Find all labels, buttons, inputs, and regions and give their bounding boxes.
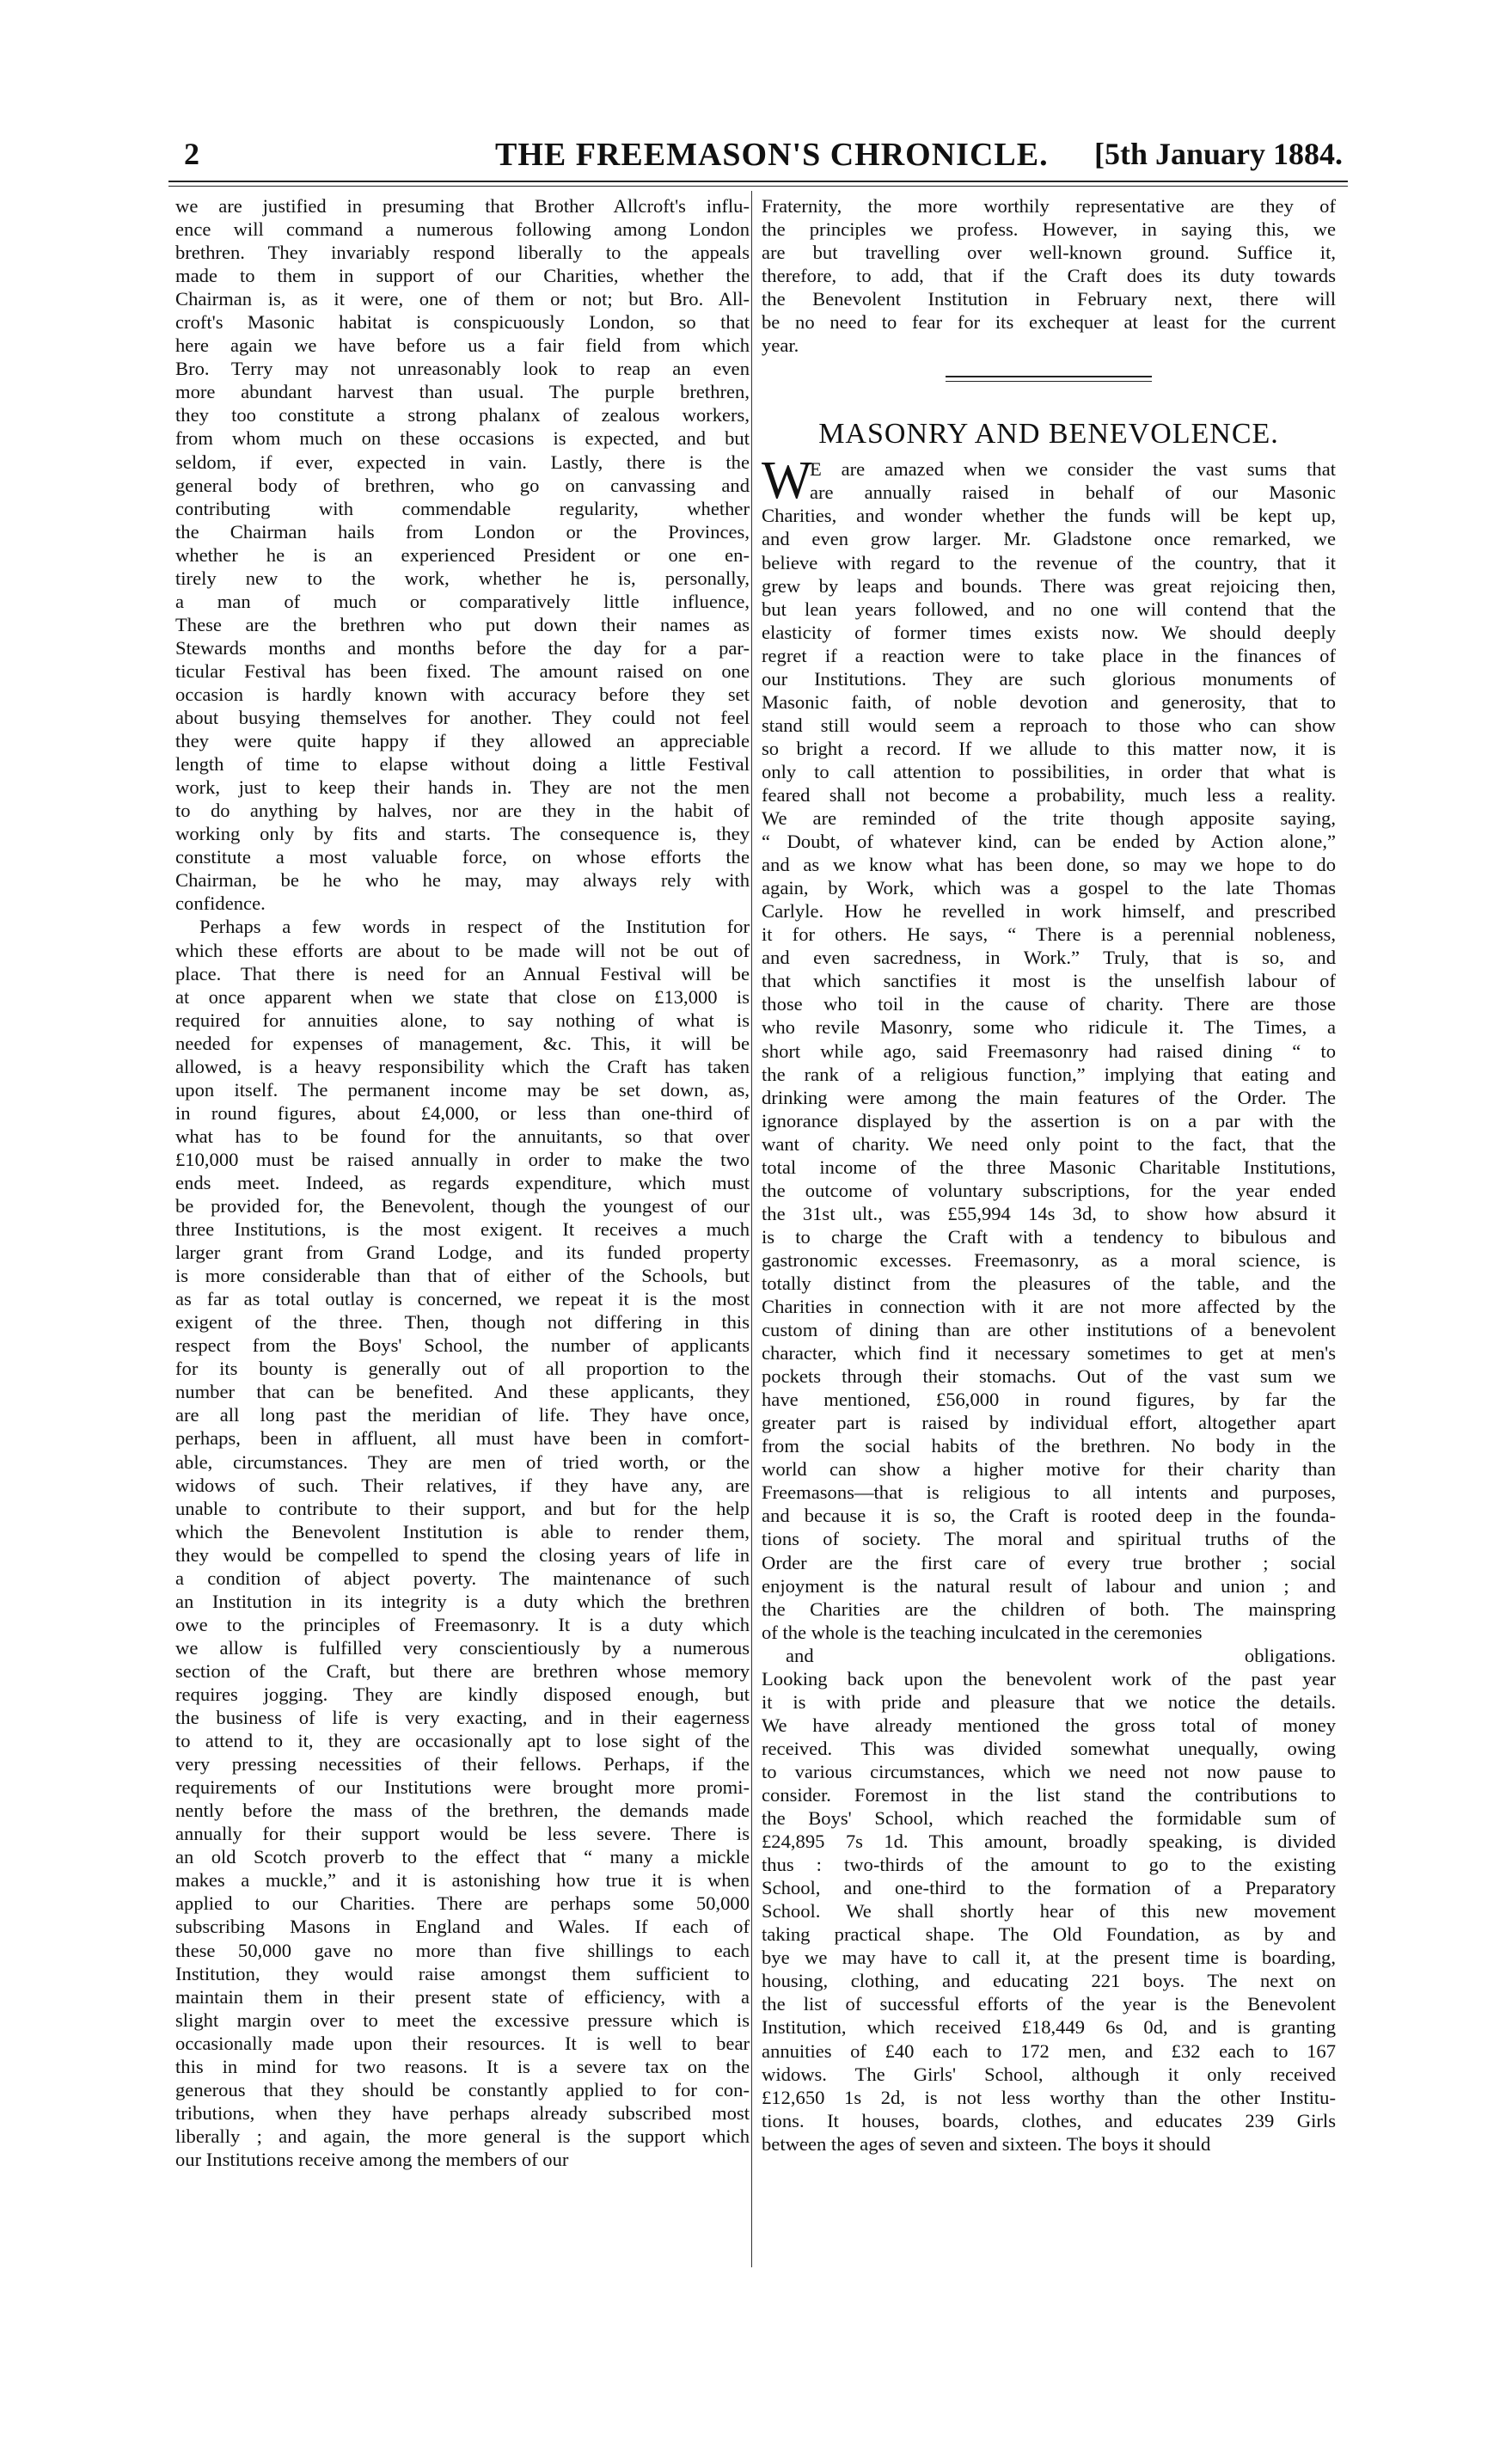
text-line: grew by leaps and bounds. There was great rejoicing then, (762, 574, 1336, 597)
text-line: about busying themselves for another. They could not feel (175, 707, 750, 729)
text-line: generous that they should be constantly applied to for con- (175, 2078, 750, 2100)
text-line: larger grant from Grand Lodge, and its funded property (175, 1242, 750, 1264)
text-line: as far as total outlay is concerned, we repeat it is the most (175, 1288, 750, 1310)
text-line: place. That there is need for an Annual Festival will be (175, 962, 750, 984)
text-line: applied to our Charities. There are perhaps some 50,000 (175, 1892, 750, 1915)
text-line: very pressing necessities of their fellows. Perhaps, if the (175, 1753, 750, 1775)
article-headline: MASONRY AND BENEVOLENCE. (818, 418, 1279, 451)
header-rule-thin (168, 186, 1348, 187)
text-line: they were quite happy if they allowed an appreciable (175, 730, 750, 752)
text-line: unable to contribute to their support, and but for the help (175, 1497, 750, 1519)
text-line: to attend to it, they are occasionally apt to lose sight of the (175, 1730, 750, 1752)
text-line: confidence. (175, 892, 266, 915)
text-line: Stewards months and months before the day for a par- (175, 636, 750, 659)
text-line: Charities, and wonder whether the funds will be kept up, (762, 505, 1336, 527)
text-line: believe with regard to the revenue of the country, that it (762, 551, 1336, 573)
text-line: subscribing Masons in England and Wales. If each of (175, 1916, 750, 1938)
text-line: these 50,000 gave no more than five shillings to each (175, 1939, 750, 1961)
masthead-title: THE FREEMASON'S CHRONICLE. (495, 137, 1049, 173)
text-line: the principles we profess. However, in saying this, we (762, 218, 1336, 241)
text-line: in round figures, about £4,000, or less than one-third of (175, 1101, 750, 1124)
text-line: and as we know what has been done, so may we hope to do (762, 854, 1336, 876)
text-line: is more considerable than that of either of the Schools, but (175, 1265, 750, 1287)
text-line: ignorance displayed by the assertion is on a par with the (762, 1109, 1336, 1132)
text-line: they too constitute a strong phalanx of zealous workers, (175, 404, 750, 426)
text-line: is to charge the Craft with a tendency to bibulous and (762, 1225, 1336, 1248)
text-line: whether he is an experienced President or one en- (175, 543, 750, 566)
text-line: that which sanctifies it most is the unselfish labour of (762, 970, 1336, 992)
text-line: the Charities are the children of both. The mainspring (762, 1598, 1336, 1620)
text-line: Looking back upon the benevolent work of the past year (762, 1667, 1336, 1690)
text-line: bye we may have to call it, at the present time is boarding, (762, 1947, 1336, 1969)
text-line: we allow is fulfilled very conscientiously by a numerous (175, 1636, 750, 1659)
text-line: number that can be benefited. And these applicants, they (175, 1381, 750, 1403)
text-line: the list of successful efforts of the year is the Benevolent (762, 1993, 1336, 2015)
text-line: which these efforts are about to be made will not be out of (175, 939, 750, 961)
text-line: taking practical shape. The Old Foundation, as by and (762, 1923, 1336, 1946)
text-line: elasticity of former times exists now. We should deeply (762, 621, 1336, 643)
text-line: occasionally made upon their resources. It is well to bear (175, 2032, 750, 2054)
text-line: our Institutions. They are such glorious monuments of (762, 667, 1336, 690)
text-line: contributing with commendable regularity, whether (175, 497, 750, 519)
header-rule (168, 181, 1348, 182)
text-line: ticular Festival has been fixed. The amount raised on one (175, 659, 750, 682)
text-line: therefore, to add, that if the Craft does its duty towards (762, 265, 1336, 287)
article-body-lines (762, 504, 1336, 2155)
page-header (168, 136, 1348, 181)
text-line: Institution, they would raise amongst them sufficient to (175, 1962, 750, 1984)
text-line: School, and one-third to the formation of a Preparatory (762, 1877, 1336, 1899)
page-number: 2 (184, 137, 199, 171)
text-line: needed for expenses of management, &c. This, it will be (175, 1032, 750, 1054)
text-line: from whom much on these occasions is expected, and but (175, 427, 750, 450)
text-line: annually for their support would be less severe. There is (175, 1823, 750, 1845)
text-line: totally distinct from the pleasures of the table, and the (762, 1272, 1336, 1294)
text-line: the rank of a religious function,” implying that eating and (762, 1063, 1336, 1085)
text-line: Chairman is, as it were, one of them or not; but Bro. All- (175, 288, 750, 310)
text-line: a man of much or comparatively little influence, (175, 590, 750, 612)
text-line: the outcome of voluntary subscriptions, for the year ended (762, 1179, 1336, 1201)
text-line: custom of dining than are other institutions of a benevolent (762, 1319, 1336, 1341)
text-line: £24,895 7s 1d. This amount, broadly speaking, is divided (762, 1831, 1336, 1853)
text-line: only to call attention to possibilities, in order that what is (762, 760, 1336, 782)
left-column (175, 194, 750, 2171)
text-line: £12,650 1s 2d, is not less worthy than the other Institu- (762, 2086, 1336, 2108)
text-line: croft's Masonic habitat is conspicuously London, so that (175, 311, 750, 334)
text-line: consider. Foremost in the list stand the contributions to (762, 1784, 1336, 1806)
text-line: tions of society. The moral and spiritual truths of the (762, 1528, 1336, 1550)
text-line: Institution, which received £18,449 6s 0d, and is granting (762, 2016, 1336, 2039)
text-line: Carlyle. How he revelled in work himself, and prescribed (762, 900, 1336, 923)
text-line: slight margin over to meet the excessive pressure which is (175, 2009, 750, 2031)
text-line: allowed, is a heavy responsibility which the Craft has taken (175, 1055, 750, 1077)
text-line: character, which find it necessary sometimes to get at men's (762, 1342, 1336, 1365)
text-line: widows of such. Their relatives, if they have any, are (175, 1474, 750, 1496)
text-line: ends meet. Indeed, as regards expenditure, which must (175, 1171, 750, 1193)
text-line: an old Scotch proverb to the effect that “ many a mickle (175, 1846, 750, 1868)
text-line: between the ages of seven and sixteen. The boys it should (762, 2132, 1211, 2155)
first-line-text: E are amazed when we consider the vast sums that (810, 458, 1336, 481)
text-line: able, circumstances. They are men of tried worth, or the (175, 1450, 750, 1473)
text-line: of the whole is the teaching inculcated in the ceremonies (762, 1621, 1203, 1643)
text-line: We have already mentioned the gross total of money (762, 1714, 1336, 1736)
text-line: stand still would seem a reproach to those who can show (762, 714, 1336, 736)
text-line: nently before the mass of the brethren, the demands made (175, 1800, 750, 1822)
text-line: total income of the three Masonic Charitable Institutions, (762, 1156, 1336, 1178)
section-separator (946, 376, 1152, 377)
text-line: be provided for, the Benevolent, though the youngest of our (175, 1195, 750, 1217)
text-line: and because it is so, the Craft is rooted deep in the founda- (762, 1505, 1336, 1527)
text-line: and even grow larger. Mr. Gladstone once remarked, we (762, 528, 1336, 550)
text-line: it for others. He says, “ There is a perennial nobleness, (762, 923, 1336, 946)
section-separator-thin (946, 381, 1152, 382)
text-line: world can show a higher motive for their charity than (762, 1458, 1336, 1481)
text-line: the Benevolent Institution in February next, there will (762, 288, 1336, 310)
text-line: are all long past the meridian of life. They have once, (175, 1404, 750, 1426)
text-line: upon itself. The permanent income may be set down, as, (175, 1078, 750, 1101)
text-line: brethren. They invariably respond liberally to the appeals (175, 242, 750, 264)
text-line: housing, clothing, and educating 221 boys. The next on (762, 1970, 1336, 1992)
text-line: makes a muckle,” and it is astonishing how true it is when (175, 1869, 750, 1892)
text-line: Masonic faith, of noble devotion and generosity, that to (762, 690, 1336, 713)
text-line: are but travelling over well-known ground. Suffice it, (762, 242, 1336, 264)
text-line: a condition of abject poverty. The maintenance of such (175, 1567, 750, 1589)
text-line: Freemasons—that is religious to all intents and purposes, (762, 1481, 1336, 1504)
text-line: These are the brethren who put down their names as (175, 613, 750, 635)
text-line: working only by fits and starts. The consequence is, they (175, 823, 750, 845)
text-line: gastronomic excesses. Freemasonry, as a moral science, is (762, 1248, 1336, 1271)
text-line: what has to be found for the annuitants, so that over (175, 1125, 750, 1147)
text-line: ence will command a numerous following among London (175, 218, 750, 241)
text-line: the business of life is very exacting, and in their eagerness (175, 1707, 750, 1729)
text-line: for its bounty is generally out of all proportion to the (175, 1358, 750, 1380)
text-line: annuities of £40 each to 172 men, and £32 each to 167 (762, 2039, 1336, 2062)
column-divider (751, 191, 752, 2267)
text-line: occasion is hardly known with accuracy before they set (175, 683, 750, 705)
text-line: which the Benevolent Institution is able to render them, (175, 1520, 750, 1542)
text-line: liberally ; and again, the more general is the support which (175, 2125, 750, 2147)
text-line: three Institutions, is the most exigent. It receives a much (175, 1218, 750, 1241)
text-line: Fraternity, the more worthily representative are they of (762, 195, 1336, 217)
text-line: feared shall not become a probability, much less a reality. (762, 783, 1336, 806)
text-line: work, just to keep their hands in. They are not the men (175, 776, 750, 799)
text-line: seldom, if ever, expected in vain. Lastly, there is the (175, 451, 750, 473)
text-line: Chairman, be he who he may, may always rely with (175, 869, 750, 892)
text-line: section of the Craft, but there are brethren whose memory (175, 1659, 750, 1682)
text-line: more abundant harvest than usual. The purple brethren, (175, 381, 750, 403)
text-line: We are reminded of the trite though apposite saying, (762, 807, 1336, 830)
text-line: exigent of the three. Then, though not differing in this (175, 1311, 750, 1334)
text-line: Bro. Terry may not unreasonably look to reap an even (175, 358, 750, 380)
text-line: length of time to elapse without doing a little Festival (175, 753, 750, 776)
text-line: they would be compelled to spend the closing years of life in (175, 1543, 750, 1566)
text-line: those who toil in the cause of charity. There are those (762, 993, 1336, 1015)
text-line: and even sacredness, in Work.” Truly, that is so, and (762, 947, 1336, 969)
text-line: £10,000 must be raised annually in order to make the two (175, 1148, 750, 1170)
text-line: so bright a record. If we allude to this matter now, it is (762, 737, 1336, 759)
text-line: again, by Work, which was a gospel to the late Thomas (762, 877, 1336, 899)
text-line: the 31st ult., was £55,994 14s 3d, to show how absurd it (762, 1202, 1336, 1224)
text-line: Charities in connection with it are not more affected by the (762, 1296, 1336, 1318)
text-line: widows. The Girls' School, although it only received (762, 2063, 1336, 2085)
text-line: required for annuities alone, to say nothing of what is (175, 1009, 750, 1031)
text-line: our Institutions receive among the members of our (175, 2148, 569, 2170)
text-line: received. This was divided somewhat unequally, owing (762, 1737, 1336, 1759)
text-line: at once apparent when we state that close on £13,000 is (175, 985, 750, 1008)
article-second-line: are annually raised in behalf of our Masonic (810, 481, 1336, 504)
text-line: maintain them in their present state of efficiency, with a (175, 1985, 750, 2008)
text-line: greater part is raised by individual effort, altogether apart (762, 1412, 1336, 1434)
text-line: made to them in support of our Charities, whether the (175, 265, 750, 287)
text-line: constitute a most valuable force, on whose efforts the (175, 846, 750, 868)
text-line: to do anything by halves, nor are they in the habit of (175, 800, 750, 822)
text-line: an Institution in its integrity is a duty which the brethren (175, 1590, 750, 1612)
text-line: enjoyment is the natural result of labour and union ; and (762, 1574, 1336, 1597)
text-line: be no need to fear for its exchequer at least for the current (762, 311, 1336, 334)
continued-article (762, 194, 1336, 357)
text-line: the Chairman hails from London or the Provinces, (175, 520, 750, 543)
text-line: Perhaps a few words in respect of the Institution for (199, 916, 750, 938)
text-line: but lean years followed, and no one will contend that the (762, 598, 1336, 620)
text-line: we are justified in presuming that Brother Allcroft's influ- (175, 195, 750, 217)
right-column (762, 194, 1336, 2156)
text-line: Order are the first care of every true brother ; social (762, 1551, 1336, 1573)
article-body (762, 451, 1336, 2155)
text-line: perhaps, been in affluent, all must have been in comfort- (175, 1427, 750, 1450)
text-line: pockets through their stomachs. Out of the vast sum we (762, 1365, 1336, 1388)
text-line: here again we have before us a fair field from which (175, 334, 750, 357)
text-line: tions. It houses, boards, clothes, and educates 239 Girls (762, 2109, 1336, 2131)
text-line: have mentioned, £56,000 in round figures, by far the (762, 1389, 1336, 1411)
text-line: drinking were among the main features of the Order. The (762, 1086, 1336, 1108)
issue-date: [5th January 1884. (1093, 137, 1343, 171)
text-line: to various circumstances, which we need not now pause to (762, 1760, 1336, 1782)
text-line: from the social habits of the brethren. No body in the (762, 1435, 1336, 1457)
text-line: tirely new to the work, whether he is, personally, (175, 567, 750, 589)
text-line: “ Doubt, of whatever kind, can be ended by Action alone,” (762, 831, 1336, 853)
text-line: owe to the principles of Freemasonry. It is a duty which (175, 1613, 750, 1635)
text-line: requires jogging. They are kindly disposed enough, but (175, 1683, 750, 1705)
text-line: requirements of our Institutions were brought more promi- (175, 1776, 750, 1799)
text-line: tributions, when they have perhaps already subscribed most (175, 2101, 750, 2124)
text-line: who revile Masonry, some who ridicule it. The Times, a (762, 1016, 1336, 1039)
drop-cap: W (762, 451, 812, 511)
text-line: this in mind for two reasons. It is a severe tax on the (175, 2055, 750, 2077)
text-line: it is with pride and pleasure that we notice the details. (762, 1690, 1336, 1713)
text-line: short while ago, said Freemasonry had raised dining “ to (762, 1040, 1336, 1062)
text-line: respect from the Boys' School, the number of applicants (175, 1334, 750, 1357)
text-line: general body of brethren, who go on canvassing and (175, 474, 750, 496)
text-line: regret if a reaction were to take place in the finances of (762, 644, 1336, 666)
text-line: the Boys' School, which reached the formidable sum of (762, 1807, 1336, 1830)
text-line: year. (762, 334, 799, 357)
text-line: and obligations. (786, 1644, 1336, 1666)
text-line: School. We shall shortly hear of this new movement (762, 1900, 1336, 1923)
text-line: thus : two-thirds of the amount to go to the existing (762, 1854, 1336, 1876)
text-line: want of charity. We need only point to the fact, that the (762, 1132, 1336, 1155)
